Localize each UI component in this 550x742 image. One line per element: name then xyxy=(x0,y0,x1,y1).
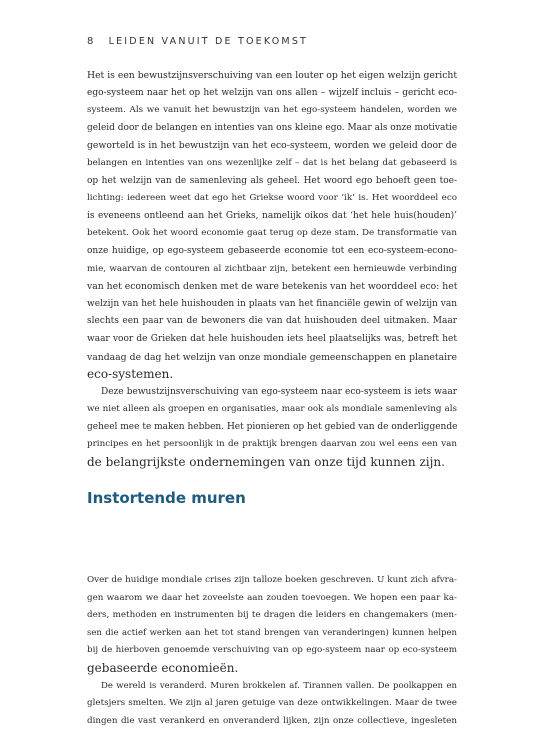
text-line: bij de hierboven genoemde verschuiving van op ego-systeem naar op eco-systeem xyxy=(87,645,457,656)
text-line: welzijn van het hele huishouden in plaats van het financiële gewin of welzijn van xyxy=(87,298,457,309)
paragraph-1 xyxy=(87,67,457,384)
running-title: LEIDEN VANUIT DE TOEKOMST xyxy=(108,36,309,47)
section-2-text xyxy=(87,572,457,730)
text-line: lichting: iedereen weet dat ego het Griekse woord voor ‘ik’ is. Het woorddeel eco xyxy=(87,193,457,204)
text-line: op het welzijn van de samenleving als geheel. Het woord ego behoeft geen toe- xyxy=(87,175,457,186)
text-line: de belangrijkste ondernemingen van onze tijd kunnen zijn. xyxy=(87,455,445,470)
text-line: Het is een bewustzijnsverschuiving van een louter op het eigen welzijn gericht xyxy=(87,70,457,81)
text-line: geworteld is in het bewustzijn van het eco-systeem, worden we geleid door de xyxy=(87,140,457,152)
text-line: ders, methoden en instrumenten bij te dragen die leiders en changemakers (men- xyxy=(87,610,457,621)
text-line: Over de huidige mondiale crises zijn talloze boeken geschreven. U kunt zich afvra- xyxy=(87,575,457,585)
text-line: sen die actief werken aan het tot stand brengen van veranderingen) kunnen helpen xyxy=(87,627,457,638)
paragraph-4 xyxy=(87,678,457,731)
text-line: slechts een paar van de bewoners die van dat huishouden deel uitmaken. Maar xyxy=(87,316,457,327)
text-line: we niet alleen als groepen en organisaties, maar ook als mondiale samenleving als xyxy=(87,404,457,415)
paragraph-3 xyxy=(87,572,457,678)
running-header xyxy=(87,36,308,47)
text-line: onze huidige, op ego-systeem gebaseerde economie tot een eco-systeem-econo- xyxy=(87,245,457,256)
text-line: waar voor de Grieken dat hele huishouden iets heel plaatselijks was, betreft het xyxy=(87,333,457,344)
text-line: eco-systemen. xyxy=(87,367,174,382)
text-line: systeem. Als we vanuit het bewustzijn van het ego-systeem handelen, worden we xyxy=(87,105,457,116)
section-1-text xyxy=(87,67,457,472)
section-heading: Instortende muren xyxy=(87,489,246,507)
text-line: is eveneens ontleend aan het Grieks, namelijk oikos dat ‘het hele huis(houden)’ xyxy=(87,210,457,221)
text-line: vandaag de dag het welzijn van onze mondiale gemeenschappen en planetaire xyxy=(87,351,457,363)
paragraph-2 xyxy=(87,384,457,472)
text-line: gebaseerde economieën. xyxy=(87,660,239,675)
text-line: geheel mee te maken hebben. Het pionieren op het gebied van de onderliggende xyxy=(87,421,457,432)
text-line: ego-systeem naar het op het welzijn van ons allen – wijzelf incluis – gericht eco- xyxy=(87,87,457,98)
text-line: mie, waarvan de contouren al zichtbaar zijn, betekent een hernieuwde verbinding xyxy=(87,263,457,274)
text-line: belangen en intenties van ons wezenlijke zelf – dat is het belang dat gebaseerd is xyxy=(87,157,457,168)
text-line: betekent. Ook het woord economie gaat terug op deze stam. De transformatie van xyxy=(87,228,457,239)
text-line: van het economisch denken met de ware betekenis van het woorddeel eco: het xyxy=(87,281,457,293)
text-line: geleid door de belangen en intenties van ons kleine ego. Maar als onze motivatie xyxy=(87,122,457,133)
text-line: principes en het persoonlijk in de praktijk brengen daarvan zou wel eens een van xyxy=(87,439,457,450)
page-number: 8 xyxy=(87,36,94,47)
text-line: Deze bewustzijnsverschuiving van ego-systeem naar eco-systeem is iets waar xyxy=(101,386,457,397)
text-line: dingen die vast verankerd en onveranderd lijken, zijn onze collectieve, ingesleten xyxy=(87,715,457,726)
text-line: gletsjers smelten. We zijn al jaren getuige van deze ontwikkelingen. Maar de twee xyxy=(87,698,457,709)
text-line: De wereld is veranderd. Muren brokkelen af. Tirannen vallen. De poolkappen en xyxy=(101,680,457,691)
text-line: gen waarom we daar het zoveelste aan zouden toevoegen. We hopen een paar ka- xyxy=(87,592,457,603)
